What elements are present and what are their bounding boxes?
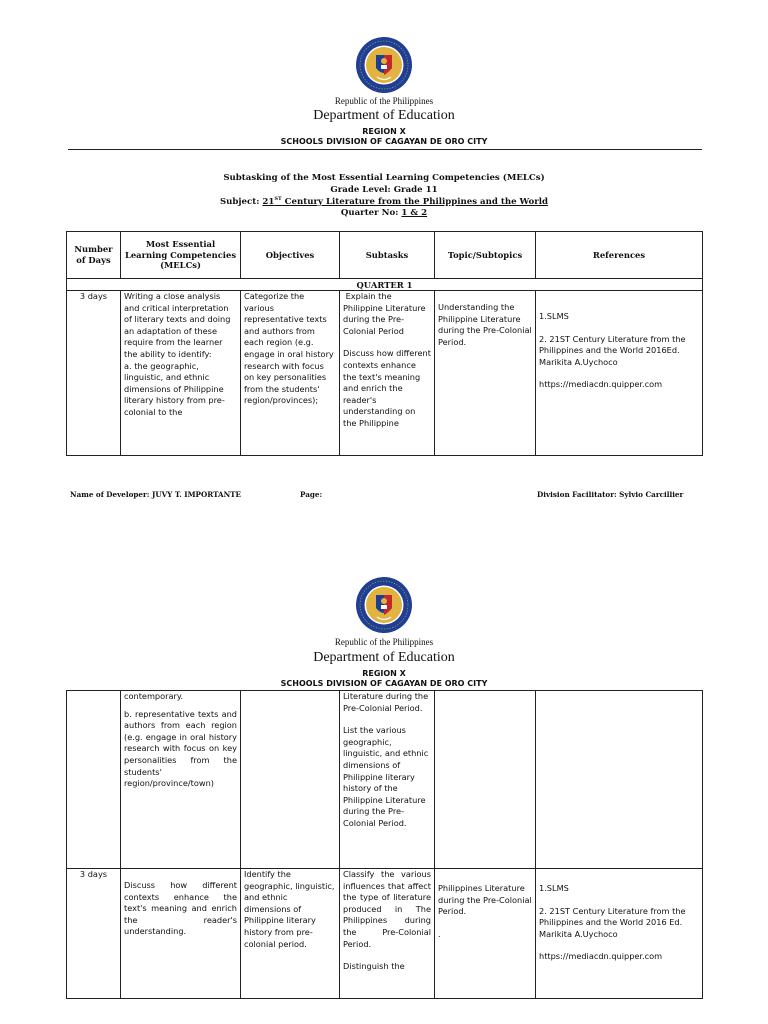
reference-3: https://mediacdn.quipper.com [539, 951, 663, 962]
department-title-p2: Department of Education [313, 650, 455, 665]
region-label-p2: REGION X [362, 669, 406, 678]
days-cell: 3 days [67, 869, 121, 999]
quarter-row [67, 279, 703, 291]
quarter-label: QUARTER 1 [67, 279, 703, 291]
header-divider [68, 149, 702, 150]
topic-cell [435, 291, 536, 456]
days-cell: 3 days [67, 291, 121, 456]
melc-intro: Writing a close analysis and critical interpretation of literary texts and doing an adaptation of these require from the learner the ability to identify: [124, 291, 231, 359]
header-objectives: Objectives [241, 232, 340, 279]
table-row [67, 291, 703, 456]
topic-text: Understanding the Philippine Literature during the Pre-Colonial Period. [438, 302, 532, 347]
deped-seal-page1 [355, 36, 413, 94]
header-references: References [536, 232, 703, 279]
objectives-cell: Categorize the various representative texts and authors from each region (e.g. engage in oral history research with focus on key personalities from the students' region/provinces); [241, 291, 340, 456]
melc-item-a: a. the geographic, linguistic, and ethnic dimensions of Philippine literary history from pre-colonial to the [124, 360, 225, 417]
subtask-continuation: Literature during the Pre-Colonial Period. [343, 691, 429, 713]
subtask-2: Discuss how different contexts enhance the text's meaning and enrich the reader's understanding on the Philippine [343, 348, 431, 428]
reference-2: 2. 21ST Century Literature from the Philippines and the World 2016Ed. Marikita A.Uychoco [539, 333, 686, 367]
quarter-line: Quarter No: 1 & 2 [340, 208, 428, 218]
reference-1: 1.SLMS [539, 883, 569, 893]
references-cell-empty [536, 691, 703, 869]
header-subtasks: Subtasks [340, 232, 435, 279]
republic-label: Republic of the Philippines [334, 96, 434, 106]
page-footer: Page: [300, 490, 323, 499]
subtask-distinguish: Distinguish the [343, 961, 405, 972]
division-label-p2: SCHOOLS DIVISION OF CAGAYAN DE ORO CITY [280, 679, 488, 688]
days-cell-empty [67, 691, 121, 869]
table-header-row [67, 232, 703, 279]
melc-table-page2 [66, 690, 703, 999]
table-row [67, 869, 703, 999]
reference-2: 2. 21ST Century Literature from the Philippines and the World 2016 Ed. Marikita A.Uychoco [539, 905, 686, 939]
republic-label-p2: Republic of the Philippines [334, 637, 434, 647]
subject-line: Subject: 21ST Century Literature from the Philippines and the World [219, 196, 549, 207]
region-label: REGION X [362, 127, 406, 136]
melc-cell [121, 869, 241, 999]
grade-level: Grade Level: Grade 11 [330, 185, 438, 195]
document-title: Subtasking of the Most Essential Learning Competencies (MELCs) [223, 173, 545, 183]
melc-cell [121, 291, 241, 456]
reference-1: 1.SLMS [539, 311, 569, 321]
reference-3: https://mediacdn.quipper.com [539, 379, 663, 390]
department-title: Department of Education [313, 108, 455, 123]
header-topic: Topic/Subtopics [435, 232, 536, 279]
topic-cell [435, 869, 536, 999]
references-cell [536, 291, 703, 456]
topic-cell-empty [435, 691, 536, 869]
subtasks-cell [340, 691, 435, 869]
melc-table-page1 [66, 231, 703, 456]
subtask-list: List the various geographic, linguistic, and ethnic dimensions of Philippine literary history of the Philippine Literature during the Pre-Colonial Period. [343, 725, 429, 828]
subtasks-cell [340, 291, 435, 456]
objectives-cell-empty [241, 691, 340, 869]
objectives-cell: Identify the geographic, linguistic, and ethnic dimensions of Philippine literary history from pre-colonial period. [241, 869, 340, 999]
melc-continuation: contemporary. [124, 691, 184, 701]
subtasks-cell [340, 869, 435, 999]
melc-cell [121, 691, 241, 869]
header-melcs: Most Essential Learning Competencies (MELCs) [121, 232, 241, 279]
melc-text: Discuss how different contexts enhance the text's meaning and enrich the reader's understanding. [124, 880, 237, 937]
topic-dot: . [438, 928, 441, 939]
topic-text: Philippines Literature during the Pre-Colonial Period. [438, 883, 532, 917]
table-row [67, 691, 703, 869]
subtask-1: Explain the Philippine Literature during the Pre-Colonial Period [343, 291, 429, 336]
division-label: SCHOOLS DIVISION OF CAGAYAN DE ORO CITY [280, 137, 488, 146]
melc-item-b: b. representative texts and authors from each region (e.g. engage in oral history research with focus on key personalities from the students' region/province/town) [124, 708, 237, 789]
references-cell [536, 869, 703, 999]
facilitator-footer: Division Facilitator: Sylvio Carcillier [537, 490, 684, 499]
subtask-classify: Classify the various influences that affect the type of literature produced in The Philippines during the Pre-Colonial Period. [343, 869, 431, 949]
developer-footer: Name of Developer: JUVY T. IMPORTANTE [70, 490, 241, 499]
deped-seal-page2 [355, 576, 413, 634]
header-days: Number of Days [67, 232, 121, 279]
